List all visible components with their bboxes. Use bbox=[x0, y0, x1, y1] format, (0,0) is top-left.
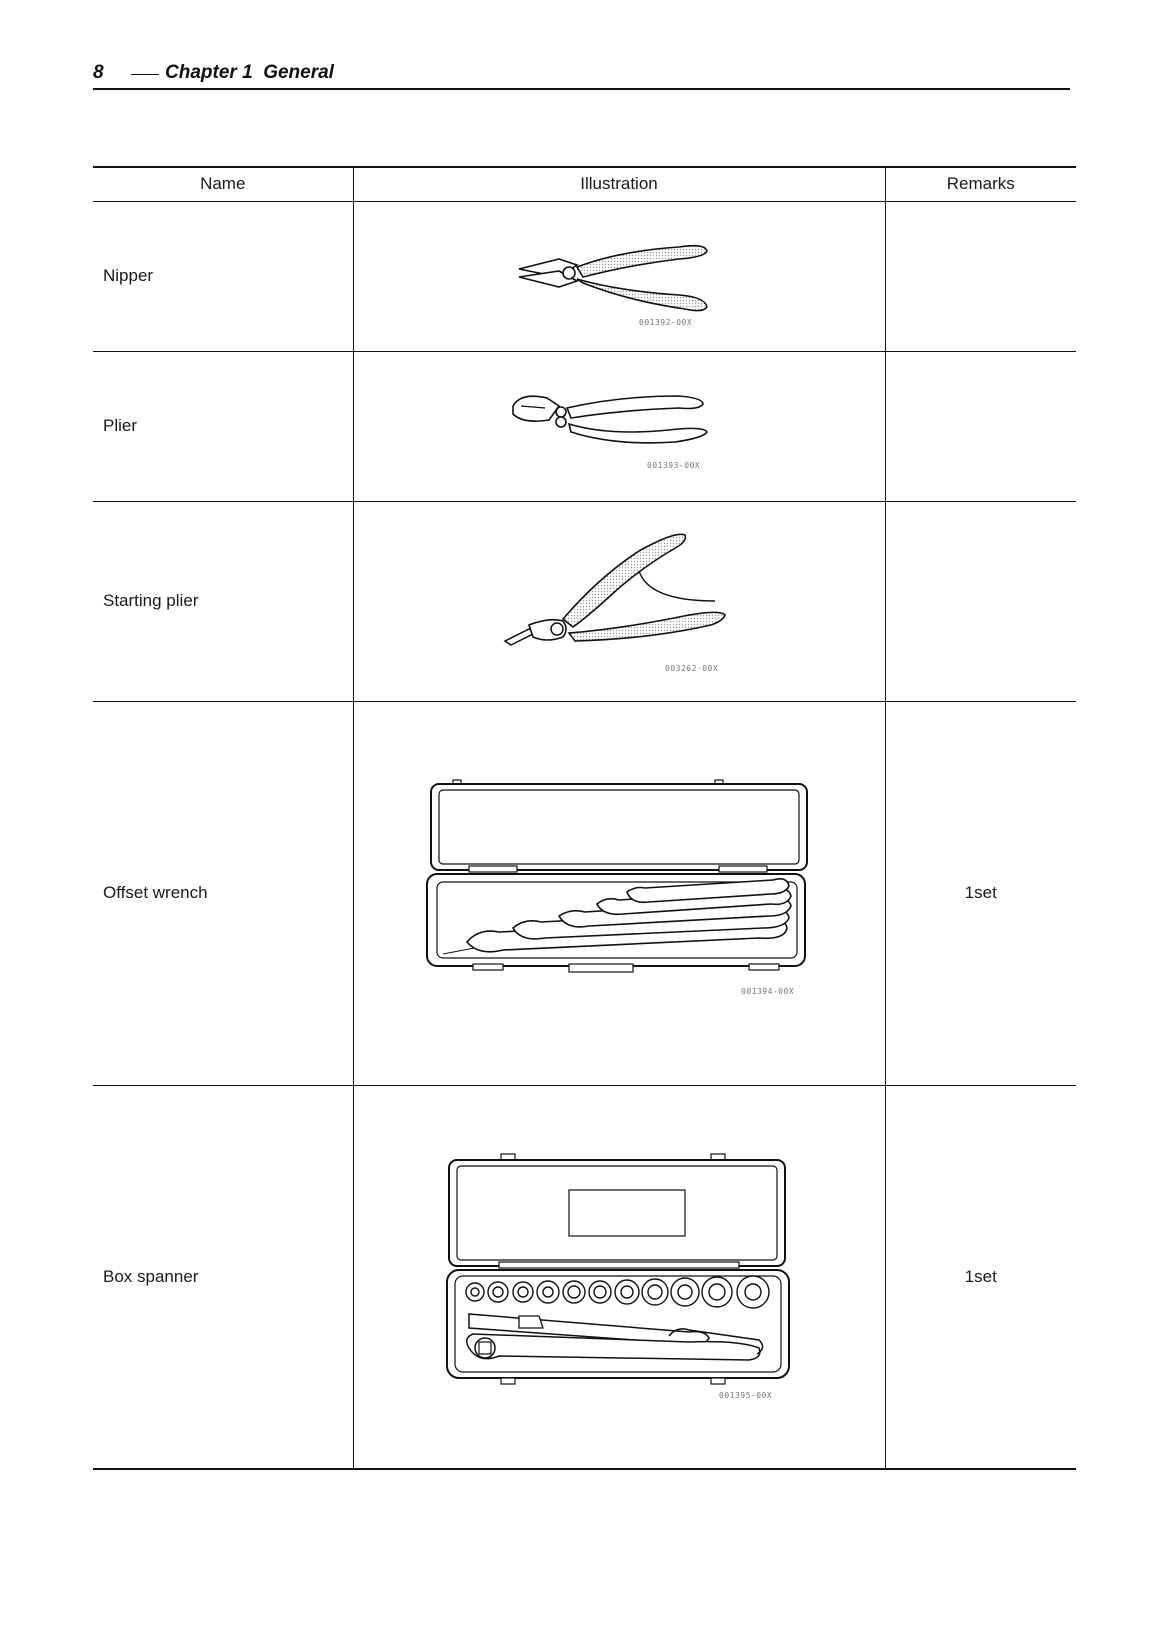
header-dash bbox=[131, 74, 159, 75]
chapter-title: Chapter 1 General bbox=[165, 62, 334, 83]
illustration-code: 001394-00X bbox=[741, 987, 795, 996]
socket-set-illustration bbox=[439, 1152, 799, 1402]
illustration-code: 001393-00X bbox=[647, 461, 701, 470]
snap-ring-plier-illustration bbox=[489, 521, 749, 681]
table-header-row bbox=[93, 167, 1076, 201]
tool-name: Offset wrench bbox=[103, 883, 208, 902]
tool-remarks: 1set bbox=[885, 1085, 1076, 1469]
column-header-remarks: Remarks bbox=[885, 167, 1076, 201]
nipper-illustration bbox=[499, 221, 739, 331]
illustration-code: 003262-00X bbox=[665, 664, 719, 673]
column-header-illustration: Illustration bbox=[353, 167, 885, 201]
tool-illustration-cell bbox=[353, 1085, 885, 1469]
illustration-code: 001395-00X bbox=[719, 1390, 773, 1400]
table-row bbox=[93, 1085, 1076, 1469]
tool-illustration-cell bbox=[353, 701, 885, 1085]
tool-name: Plier bbox=[103, 416, 138, 435]
tools-table bbox=[93, 166, 1076, 1470]
tool-remarks bbox=[885, 351, 1076, 501]
table-row bbox=[93, 351, 1076, 501]
tool-remarks: 1set bbox=[885, 701, 1076, 1085]
offset-wrench-set-illustration bbox=[419, 778, 819, 1008]
table-row bbox=[93, 201, 1076, 351]
tool-remarks bbox=[885, 201, 1076, 351]
tool-illustration-cell bbox=[353, 351, 885, 501]
tool-name: Nipper bbox=[103, 266, 154, 285]
table-row bbox=[93, 701, 1076, 1085]
illustration-code: 001392-00X bbox=[639, 318, 693, 327]
tool-remarks bbox=[885, 501, 1076, 701]
tool-illustration-cell bbox=[353, 501, 885, 701]
tool-illustration-cell bbox=[353, 201, 885, 351]
column-header-name: Name bbox=[93, 167, 353, 201]
plier-illustration bbox=[499, 376, 739, 476]
tool-name: Box spanner bbox=[103, 1266, 199, 1286]
tool-name: Starting plier bbox=[103, 591, 199, 610]
table-row bbox=[93, 501, 1076, 701]
page-header bbox=[93, 60, 1070, 90]
page-number: 8 bbox=[93, 62, 104, 83]
